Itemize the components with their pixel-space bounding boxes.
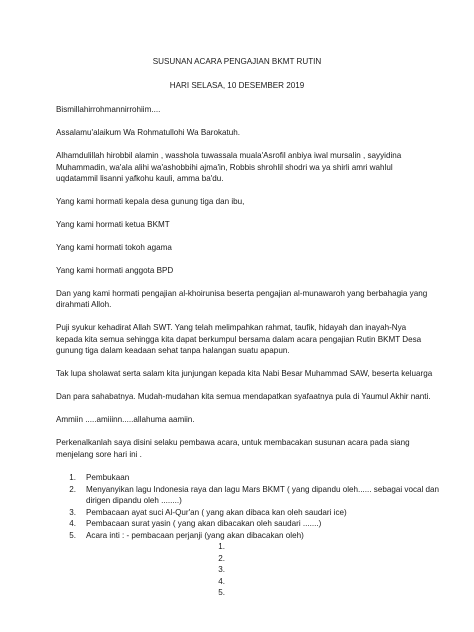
sub-item-number: 5. (218, 588, 225, 597)
agenda-item-number: 4. (69, 519, 76, 528)
document-title: SUSUNAN ACARA PENGAJIAN BKMT RUTIN (152, 57, 322, 66)
agenda-item-number: 5. (69, 531, 76, 540)
agenda-item-text-continued: dirigen dipandu oleh ........) (86, 496, 182, 505)
paragraph-line: Perkenalkanlah saya disini selaku pembawa acara, untuk membacakan susunan acara pada siang (56, 438, 410, 447)
paragraph-line: Alhamdulillah hirobbil alamin , wasshola tuwassala muala'Asrofil anbiya iwal mursalin , sayyidina (56, 151, 402, 160)
paragraph-line: Puji syukur kehadirat Allah SWT. Yang telah melimpahkan rahmat, taufik, hidayah dan inayah-Nya (56, 323, 407, 332)
agenda-item-number: 1. (69, 473, 76, 482)
bismillah-line: Bismillahirrohmannirrohiim.... (56, 105, 161, 114)
amin-line: Ammiin .....amiiinn.....allahuma aamiin. (56, 415, 195, 424)
agenda-item-text: Pembukaan (86, 473, 130, 482)
agenda-item-text: Acara inti : - pembacaan perjanji (yang akan dibacakan oleh) (86, 531, 304, 540)
agenda-item-number: 2. (69, 485, 76, 494)
paragraph-line: Dan yang kami hormati pengajian al-khoirunisa beserta pengajian al-munawaroh yang berbahagia yang (56, 289, 428, 298)
agenda-item-text: Menyanyikan lagu Indonesia raya dan lagu Mars BKMT ( yang dipandu oleh...... sebagai vocal dan (86, 485, 440, 494)
greeting-ketua: Yang kami hormati ketua BKMT (56, 220, 170, 229)
paragraph-line: Muhammadin, wa'ala alihi wa'ashobbihi ajma'in, Robbis shrohlil shodri wa ya shirli amri wahlul (56, 163, 393, 172)
paragraph-line: kepada kita semua sehingga kita dapat berkumpul bersama dalam acara pengajian Rutin BKMT Desa (56, 335, 422, 344)
paragraph-line: uqdatammil lisanni yafkohu kauli, amma ba'du. (56, 174, 224, 183)
sub-item-number: 2. (218, 554, 225, 563)
greeting-kepala-desa: Yang kami hormati kepala desa gunung tiga dan ibu, (56, 197, 245, 206)
sub-item-number: 3. (218, 565, 225, 574)
agenda-item-text: Pembacaan ayat suci Al-Qur'an ( yang akan dibaca kan oleh saudari ice) (86, 508, 347, 517)
agenda-item-text: Pembacaan surat yasin ( yang akan dibacakan oleh saudari .......) (86, 519, 322, 528)
paragraph-line: menjelang sore hari ini . (56, 450, 142, 459)
paragraph-line: dirahmati Alloh. (56, 300, 112, 309)
salam-line: Assalamu'alaikum Wa Rohmatullohi Wa Barokatuh. (56, 128, 241, 137)
paragraph-line: gunung tiga dalam keadaan sehat tanpa halangan suatu apapun. (56, 346, 290, 355)
greeting-tokoh-agama: Yang kami hormati tokoh agama (56, 243, 172, 252)
agenda-item-number: 3. (69, 508, 76, 517)
sub-item-number: 4. (218, 577, 225, 586)
greeting-bpd: Yang kami hormati anggota BPD (56, 266, 174, 275)
sholawat-line: Tak lupa sholawat serta salam kita junjungan kepada kita Nabi Besar Muhammad SAW, beserta keluarga (56, 369, 433, 378)
document-date: HARI SELASA, 10 DESEMBER 2019 (169, 81, 305, 90)
sub-item-number: 1. (218, 542, 225, 551)
sahabat-line: Dan para sahabatnya. Mudah-mudahan kita semua mendapatkan syafaatnya pula di Yaumul Akhir nanti. (56, 392, 431, 401)
